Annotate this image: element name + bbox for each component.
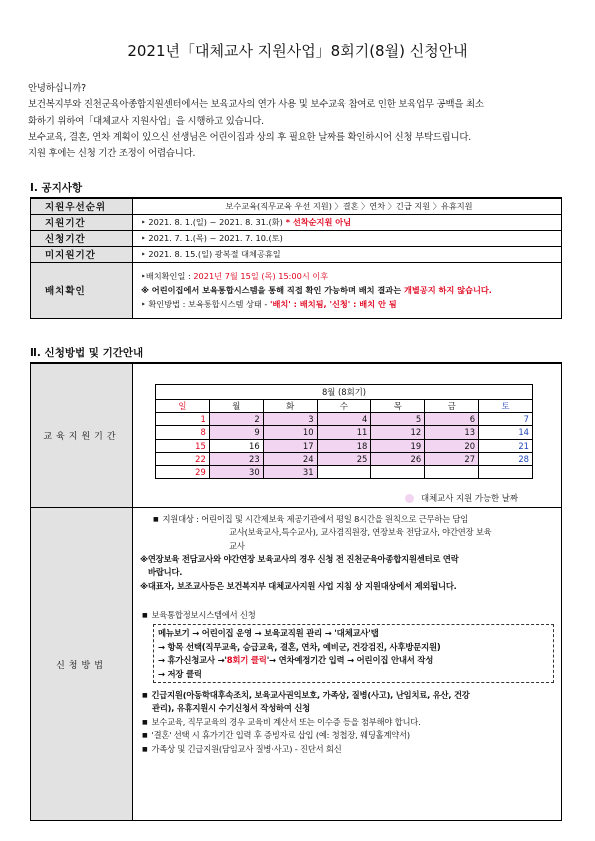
calendar-day: 11 <box>317 426 371 439</box>
system-heading <box>142 609 256 622</box>
calendar-day: 17 <box>263 439 317 452</box>
confirm-notice-prefix: ※ 어린이집에서 보육통합시스템을 통해 직접 확인 가능하며 배치 결과는 <box>141 285 404 295</box>
support-period-text: ‣ 2021. 8. 1.(일) ~ 2021. 8. 31.(화) <box>141 216 283 227</box>
calendar-day: 2 <box>209 413 263 426</box>
calendar-day: 18 <box>317 439 371 452</box>
calendar-week <box>156 465 533 478</box>
method-cell <box>133 508 562 821</box>
note-line: ※대표자, 보조교사등은 보건복지부 대체교사지원 사업 지침 상 지원대상에서 제외됩니다. <box>140 580 457 591</box>
calendar-day: 9 <box>209 426 263 439</box>
confirm-method-prefix: ‣ 확인방법 : 보육통합시스템 상태 - <box>141 299 270 309</box>
calendar-day: 5 <box>371 413 425 426</box>
priority-label: 지원우선순위 <box>31 198 133 214</box>
flow-line: → 저장 클릭 <box>158 668 202 679</box>
first-come-note: * 선착순지원 아님 <box>282 216 352 227</box>
legend-text: 대체교사 지원 가능한 날짜 <box>421 493 518 503</box>
calendar-week <box>156 452 533 465</box>
calendar-day <box>371 465 425 478</box>
method-label: 신청방법 <box>31 508 133 821</box>
weekday-header: 화 <box>263 400 317 413</box>
flow-box <box>153 624 554 683</box>
intro-line: 화하기 위하여「대체교사 지원사업」을 시행하고 있습니다. <box>28 115 264 127</box>
calendar-day <box>479 465 533 478</box>
bullet-text: '결혼' 선택 시 휴가기간 입력 후 증빙자료 삽입 (예: 청첩장, 웨딩홀계약서) <box>151 730 410 741</box>
target-block <box>153 513 563 553</box>
calendar-day: 31 <box>263 465 317 478</box>
support-period-label: 지원기간 <box>31 214 133 230</box>
weekday-header: 금 <box>425 400 479 413</box>
target-line: 교사 <box>229 540 245 551</box>
calendar-day: 29 <box>156 465 210 478</box>
square-bullet-icon: ■ <box>142 732 148 740</box>
apply-period-value: ‣ 2021. 7. 1.(목) ~ 2021. 7. 10.(토) <box>133 230 562 246</box>
target-text-1: 지원대상 : 어린이집 및 시간제보육 제공기관에서 평일 8시간을 원칙으로 근무하는 담임 <box>162 514 469 524</box>
calendar-day: 8 <box>156 426 210 439</box>
intro-text <box>28 81 573 162</box>
confirm-label: 배치확인 <box>31 262 133 318</box>
flow-text-b: '→ 연차예정기간 입력 → 어린이집 안내서 작성 <box>266 655 434 665</box>
no-support-label: 미지원기간 <box>31 246 133 262</box>
calendar-week <box>156 439 533 452</box>
weekday-header: 토 <box>479 400 533 413</box>
calendar-week <box>156 426 533 439</box>
square-bullet-icon: ■ <box>142 612 148 619</box>
calendar-cell <box>133 363 562 508</box>
period-label: 교육지원기간 <box>31 363 133 508</box>
note-block <box>140 553 560 593</box>
calendar-day: 28 <box>479 452 533 465</box>
calendar-day: 3 <box>263 413 317 426</box>
confirm-method-red: '배치' : 배치됨, '신청' : 배치 안 됨 <box>269 299 397 309</box>
notice-table <box>30 197 562 319</box>
section2-heading: Ⅱ. 신청방법 및 기간안내 <box>30 347 144 359</box>
calendar-day: 19 <box>371 439 425 452</box>
calendar-day: 13 <box>425 426 479 439</box>
calendar-day: 1 <box>156 413 210 426</box>
calendar-day: 10 <box>263 426 317 439</box>
apply-period-label: 신청기간 <box>31 230 133 246</box>
target-line: 교사(보육교사,특수교사), 교사겸직원장, 연장보육 전담교사, 야간연장 보육 <box>229 527 492 538</box>
bullet-list <box>142 689 562 756</box>
section1-heading: Ⅰ. 공지사항 <box>30 182 83 194</box>
square-bullet-icon: ■ <box>153 516 159 523</box>
calendar-day: 14 <box>479 426 533 439</box>
no-support-value: ‣ 2021. 8. 15.(일) 광복절 대체공휴일 <box>133 246 562 262</box>
calendar-day: 24 <box>263 452 317 465</box>
priority-value: 보수교육(직무교육 우선 지원) 〉결혼 〉연차 〉긴급 지원 〉유휴지원 <box>133 198 562 214</box>
apply-table <box>30 362 562 821</box>
calendar-day: 15 <box>156 439 210 452</box>
square-bullet-icon: ■ <box>142 718 148 726</box>
weekday-header: 일 <box>156 400 210 413</box>
confirm-notice-line <box>141 283 557 297</box>
calendar-day <box>317 465 371 478</box>
confirm-value <box>133 262 562 318</box>
calendar-day: 4 <box>317 413 371 426</box>
calendar-day: 7 <box>479 413 533 426</box>
calendar-day: 25 <box>317 452 371 465</box>
flow-line: → 항목 선택(직무교육, 승급교육, 결혼, 연차, 예비군, 건강검진, 사후방문지원) <box>158 641 441 652</box>
calendar-caption: 8월 (8회기) <box>156 385 533 400</box>
flow-line <box>158 654 549 668</box>
weekday-header: 목 <box>371 400 425 413</box>
note-line: 바랍니다. <box>148 567 183 578</box>
confirm-date-line <box>141 269 557 283</box>
weekday-header: 수 <box>317 400 371 413</box>
calendar-day: 26 <box>371 452 425 465</box>
bullet-item <box>142 743 562 756</box>
confirm-date-prefix: ‣배치확인일 : <box>141 271 194 281</box>
calendar-legend <box>405 492 518 504</box>
calendar-day: 23 <box>209 452 263 465</box>
calendar-day: 21 <box>479 439 533 452</box>
flow-line: 메뉴보기 → 어린이집 운영 → 보육교직원 관리 → '대체교사'탭 <box>158 628 379 638</box>
intro-line: 보건복지부와 진천군육아종합지원센터에서는 보육교사의 연가 사용 및 보수교육 참여로 인한 보육업무 공백을 최소 <box>28 99 484 111</box>
confirm-method-line <box>141 297 557 311</box>
calendar-week <box>156 413 533 426</box>
legend-dot-icon <box>405 494 414 503</box>
calendar-day: 12 <box>371 426 425 439</box>
page-title: 2021년「대체교사 지원사업」8회기(8월) 신청안내 <box>127 42 468 60</box>
target-line <box>153 513 563 526</box>
support-period-value <box>133 214 562 230</box>
calendar-day: 16 <box>209 439 263 452</box>
intro-line: 안녕하십니까? <box>28 83 86 94</box>
bullet-text: 긴급지원(아동학대후속조치, 보육교사권익보호, 가족상, 질병(사고), 난임치료, 유산, 건강 <box>151 690 470 700</box>
calendar-day: 27 <box>425 452 479 465</box>
calendar-day: 6 <box>425 413 479 426</box>
weekday-header: 월 <box>209 400 263 413</box>
bullet-text: 보수교육, 직무교육의 경우 교육비 계산서 또는 이수증 등을 첨부해야 합니다. <box>151 716 421 727</box>
flow-text-a: → 휴가신청교사 →' <box>158 655 227 665</box>
bullet-item <box>142 729 562 742</box>
confirm-notice-red: 개별공지 하지 않습니다. <box>403 285 492 295</box>
square-bullet-icon: ■ <box>142 745 148 753</box>
confirm-date: 2021년 7월 15일 (목) 15:00시 이후 <box>193 271 329 281</box>
system-heading-text: 보육통합정보시스템에서 신청 <box>151 610 256 620</box>
note-line: ※연장보육 전담교사와 야간연장 보육교사의 경우 신청 전 진천군육아종합지원센터로 연락 <box>140 554 459 564</box>
intro-line: 지원 후에는 신청 기간 조정이 어렵습니다. <box>28 148 196 160</box>
bullet-text: 가족상 및 긴급지원(담임교사 질병·사고) - 진단서 회신 <box>151 743 342 754</box>
bullet-item <box>142 689 562 702</box>
calendar-day: 20 <box>425 439 479 452</box>
calendar-day <box>425 465 479 478</box>
square-bullet-icon: ■ <box>142 692 148 699</box>
calendar-day: 30 <box>209 465 263 478</box>
calendar-day: 22 <box>156 452 210 465</box>
flow-text-red: 8회기 클릭 <box>226 655 267 665</box>
calendar <box>155 384 533 479</box>
bullet-item: 관리), 유휴지원시 수기신청서 작성하여 신청 <box>152 703 310 714</box>
intro-line: 보수교육, 결혼, 연차 계획이 있으신 선생님은 어린이집과 상의 후 필요한 날짜를 확인하시어 신청 부탁드립니다. <box>28 131 472 143</box>
bullet-item <box>142 716 562 729</box>
